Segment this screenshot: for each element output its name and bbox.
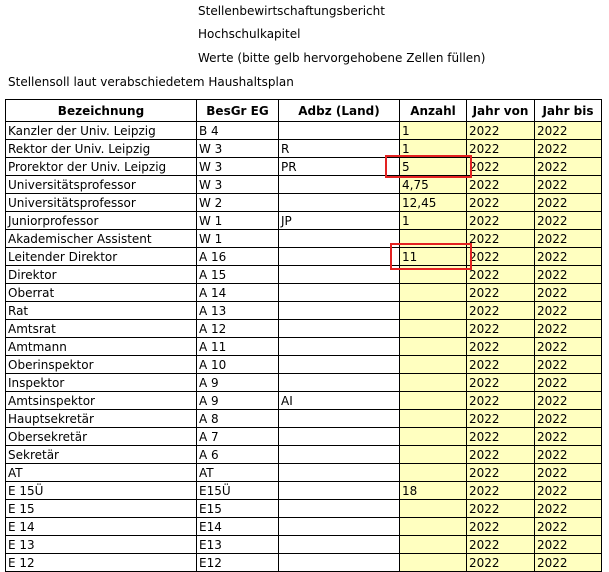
cell-besgr-eg: W 1 [197,230,279,248]
cell-bezeichnung: E 15Ü [6,482,197,500]
cell-jahr-bis[interactable]: 2022 [535,338,602,356]
cell-jahr-von[interactable]: 2022 [467,536,535,554]
cell-bezeichnung: Kanzler der Univ. Leipzig [6,122,197,140]
cell-adbz-land [279,554,400,572]
cell-jahr-von[interactable]: 2022 [467,428,535,446]
cell-jahr-von[interactable]: 2022 [467,302,535,320]
cell-besgr-eg: A 8 [197,410,279,428]
cell-anzahl[interactable] [400,338,467,356]
cell-bezeichnung: Hauptsekretär [6,410,197,428]
cell-jahr-bis[interactable]: 2022 [535,284,602,302]
cell-besgr-eg: A 6 [197,446,279,464]
kapitel-value: Hochschulkapitel [198,27,301,41]
table-row [6,140,602,158]
cell-bezeichnung: Amtmann [6,338,197,356]
table-row [6,374,602,392]
cell-besgr-eg: A 15 [197,266,279,284]
cell-jahr-bis[interactable]: 2022 [535,194,602,212]
cell-bezeichnung: Amtsinspektor [6,392,197,410]
cell-jahr-von[interactable]: 2022 [467,446,535,464]
cell-jahr-bis[interactable]: 2022 [535,176,602,194]
cell-anzahl[interactable]: 18 [400,482,467,500]
cell-besgr-eg: E12 [197,554,279,572]
cell-bezeichnung: Oberinspektor [6,356,197,374]
cell-adbz-land [279,122,400,140]
cell-jahr-von[interactable]: 2022 [467,176,535,194]
cell-jahr-von[interactable]: 2022 [467,554,535,572]
cell-adbz-land [279,284,400,302]
table-header-row [6,100,602,122]
cell-besgr-eg: E15Ü [197,482,279,500]
cell-bezeichnung: Amtsrat [6,320,197,338]
cell-adbz-land [279,410,400,428]
cell-adbz-land: PR [279,158,400,176]
cell-jahr-von[interactable]: 2022 [467,464,535,482]
cell-besgr-eg: E14 [197,518,279,536]
table-row [6,410,602,428]
cell-adbz-land [279,230,400,248]
cell-jahr-von[interactable]: 2022 [467,518,535,536]
cell-adbz-land [279,356,400,374]
cell-jahr-bis[interactable]: 2022 [535,410,602,428]
cell-bezeichnung: Akademischer Assistent [6,230,197,248]
cell-bezeichnung: Rektor der Univ. Leipzig [6,140,197,158]
cell-jahr-von[interactable]: 2022 [467,320,535,338]
cell-anzahl[interactable]: 11 [400,248,467,266]
table-row [6,248,602,266]
cell-jahr-von[interactable]: 2022 [467,122,535,140]
cell-bezeichnung: Juniorprofessor [6,212,197,230]
cell-jahr-bis[interactable]: 2022 [535,140,602,158]
cell-jahr-bis[interactable]: 2022 [535,428,602,446]
cell-adbz-land [279,500,400,518]
cell-jahr-bis[interactable]: 2022 [535,356,602,374]
cell-bezeichnung: AT [6,464,197,482]
table-row [6,392,602,410]
cell-jahr-von[interactable]: 2022 [467,410,535,428]
cell-jahr-von[interactable]: 2022 [467,266,535,284]
cell-jahr-von[interactable]: 2022 [467,194,535,212]
table-row [6,284,602,302]
header-adbz-land: Adbz (Land) [279,100,400,122]
intro-text: Stellensoll laut verabschiedetem Haushaltsplan [8,75,294,89]
cell-adbz-land [279,194,400,212]
cell-besgr-eg: A 16 [197,248,279,266]
cell-anzahl[interactable] [400,266,467,284]
table-body [6,122,602,572]
cell-jahr-bis[interactable]: 2022 [535,500,602,518]
table-row [6,212,602,230]
cell-jahr-bis[interactable]: 2022 [535,302,602,320]
cell-bezeichnung: Rat [6,302,197,320]
cell-adbz-land: JP [279,212,400,230]
table-row [6,176,602,194]
cell-jahr-bis[interactable]: 2022 [535,248,602,266]
cell-besgr-eg: A 13 [197,302,279,320]
stellensoll-table [5,99,602,572]
cell-jahr-von[interactable]: 2022 [467,392,535,410]
cell-anzahl[interactable]: 1 [400,212,467,230]
cell-adbz-land [279,374,400,392]
cell-besgr-eg: A 10 [197,356,279,374]
cell-anzahl[interactable] [400,464,467,482]
cell-bezeichnung: Direktor [6,266,197,284]
cell-anzahl[interactable] [400,356,467,374]
cell-bezeichnung: Sekretär [6,446,197,464]
cell-besgr-eg: W 2 [197,194,279,212]
cell-bezeichnung: E 15 [6,500,197,518]
table-row [6,122,602,140]
cell-adbz-land [279,176,400,194]
table-row [6,446,602,464]
cell-adbz-land [279,338,400,356]
cell-jahr-von[interactable]: 2022 [467,374,535,392]
cell-jahr-bis[interactable]: 2022 [535,392,602,410]
cell-besgr-eg: A 12 [197,320,279,338]
cell-jahr-bis[interactable]: 2022 [535,554,602,572]
datenbestand-value: Stellenbewirtschaftungsbericht [198,4,385,18]
cell-jahr-bis[interactable]: 2022 [535,464,602,482]
cell-adbz-land [279,464,400,482]
cell-anzahl[interactable] [400,500,467,518]
cell-adbz-land: R [279,140,400,158]
cell-jahr-von[interactable]: 2022 [467,500,535,518]
cell-jahr-von[interactable]: 2022 [467,248,535,266]
cell-anzahl[interactable] [400,230,467,248]
cell-adbz-land [279,248,400,266]
cell-jahr-bis[interactable]: 2022 [535,122,602,140]
cell-anzahl[interactable]: 4,75 [400,176,467,194]
cell-adbz-land [279,266,400,284]
cell-besgr-eg: B 4 [197,122,279,140]
cell-bezeichnung: Inspektor [6,374,197,392]
cell-besgr-eg: A 14 [197,284,279,302]
cell-bezeichnung: E 14 [6,518,197,536]
cell-jahr-bis[interactable]: 2022 [535,482,602,500]
cell-anzahl[interactable] [400,446,467,464]
cell-jahr-bis[interactable]: 2022 [535,230,602,248]
table-row [6,302,602,320]
cell-bezeichnung: Leitender Direktor [6,248,197,266]
cell-anzahl[interactable] [400,392,467,410]
header-bezeichnung: Bezeichnung [6,100,197,122]
cell-bezeichnung: E 12 [6,554,197,572]
cell-adbz-land [279,446,400,464]
cell-anzahl[interactable] [400,428,467,446]
table-row [6,338,602,356]
cell-besgr-eg: A 11 [197,338,279,356]
cell-anzahl[interactable] [400,302,467,320]
cell-jahr-von[interactable]: 2022 [467,284,535,302]
cell-adbz-land [279,302,400,320]
cell-adbz-land [279,428,400,446]
table-row [6,518,602,536]
cell-besgr-eg: W 3 [197,176,279,194]
table-row [6,482,602,500]
cell-adbz-land [279,518,400,536]
datenfelder-value: Werte (bitte gelb hervorgehobene Zellen füllen) [198,51,486,65]
cell-jahr-von[interactable]: 2022 [467,158,535,176]
cell-jahr-bis[interactable]: 2022 [535,446,602,464]
cell-jahr-von[interactable]: 2022 [467,230,535,248]
cell-anzahl[interactable] [400,536,467,554]
table-row [6,500,602,518]
cell-besgr-eg: W 1 [197,212,279,230]
header-jahr-bis: Jahr bis [535,100,602,122]
cell-jahr-bis[interactable]: 2022 [535,536,602,554]
cell-bezeichnung: Universitätsprofessor [6,176,197,194]
table-row [6,266,602,284]
cell-jahr-bis[interactable]: 2022 [535,374,602,392]
table-row [6,230,602,248]
cell-jahr-von[interactable]: 2022 [467,482,535,500]
table-row [6,194,602,212]
cell-jahr-von[interactable]: 2022 [467,140,535,158]
cell-besgr-eg: W 3 [197,158,279,176]
cell-anzahl[interactable]: 12,45 [400,194,467,212]
cell-anzahl[interactable]: 1 [400,122,467,140]
cell-anzahl[interactable] [400,374,467,392]
cell-jahr-bis[interactable]: 2022 [535,266,602,284]
cell-anzahl[interactable]: 5 [400,158,467,176]
cell-jahr-bis[interactable]: 2022 [535,212,602,230]
cell-besgr-eg: E13 [197,536,279,554]
cell-besgr-eg: AT [197,464,279,482]
table-row [6,158,602,176]
header-besgr-eg: BesGr EG [197,100,279,122]
table-row [6,356,602,374]
cell-besgr-eg: W 3 [197,140,279,158]
cell-anzahl[interactable] [400,284,467,302]
cell-jahr-bis[interactable]: 2022 [535,518,602,536]
cell-bezeichnung: Oberrat [6,284,197,302]
cell-anzahl[interactable] [400,518,467,536]
cell-besgr-eg: A 7 [197,428,279,446]
cell-adbz-land [279,482,400,500]
header-jahr-von: Jahr von [467,100,535,122]
cell-besgr-eg: A 9 [197,374,279,392]
cell-bezeichnung: Obersekretär [6,428,197,446]
cell-jahr-von[interactable]: 2022 [467,212,535,230]
cell-besgr-eg: A 9 [197,392,279,410]
cell-jahr-bis[interactable]: 2022 [535,320,602,338]
cell-bezeichnung: Prorektor der Univ. Leipzig [6,158,197,176]
cell-jahr-von[interactable]: 2022 [467,338,535,356]
cell-jahr-von[interactable]: 2022 [467,356,535,374]
cell-bezeichnung: Universitätsprofessor [6,194,197,212]
table-row [6,464,602,482]
cell-adbz-land [279,536,400,554]
cell-bezeichnung: E 13 [6,536,197,554]
table-row [6,536,602,554]
cell-besgr-eg: E15 [197,500,279,518]
cell-adbz-land: AI [279,392,400,410]
cell-anzahl[interactable] [400,554,467,572]
cell-adbz-land [279,320,400,338]
cell-anzahl[interactable]: 1 [400,140,467,158]
cell-anzahl[interactable] [400,410,467,428]
table-row [6,320,602,338]
table-row [6,554,602,572]
cell-jahr-bis[interactable]: 2022 [535,158,602,176]
cell-anzahl[interactable] [400,320,467,338]
header-anzahl: Anzahl [400,100,467,122]
table-row [6,428,602,446]
